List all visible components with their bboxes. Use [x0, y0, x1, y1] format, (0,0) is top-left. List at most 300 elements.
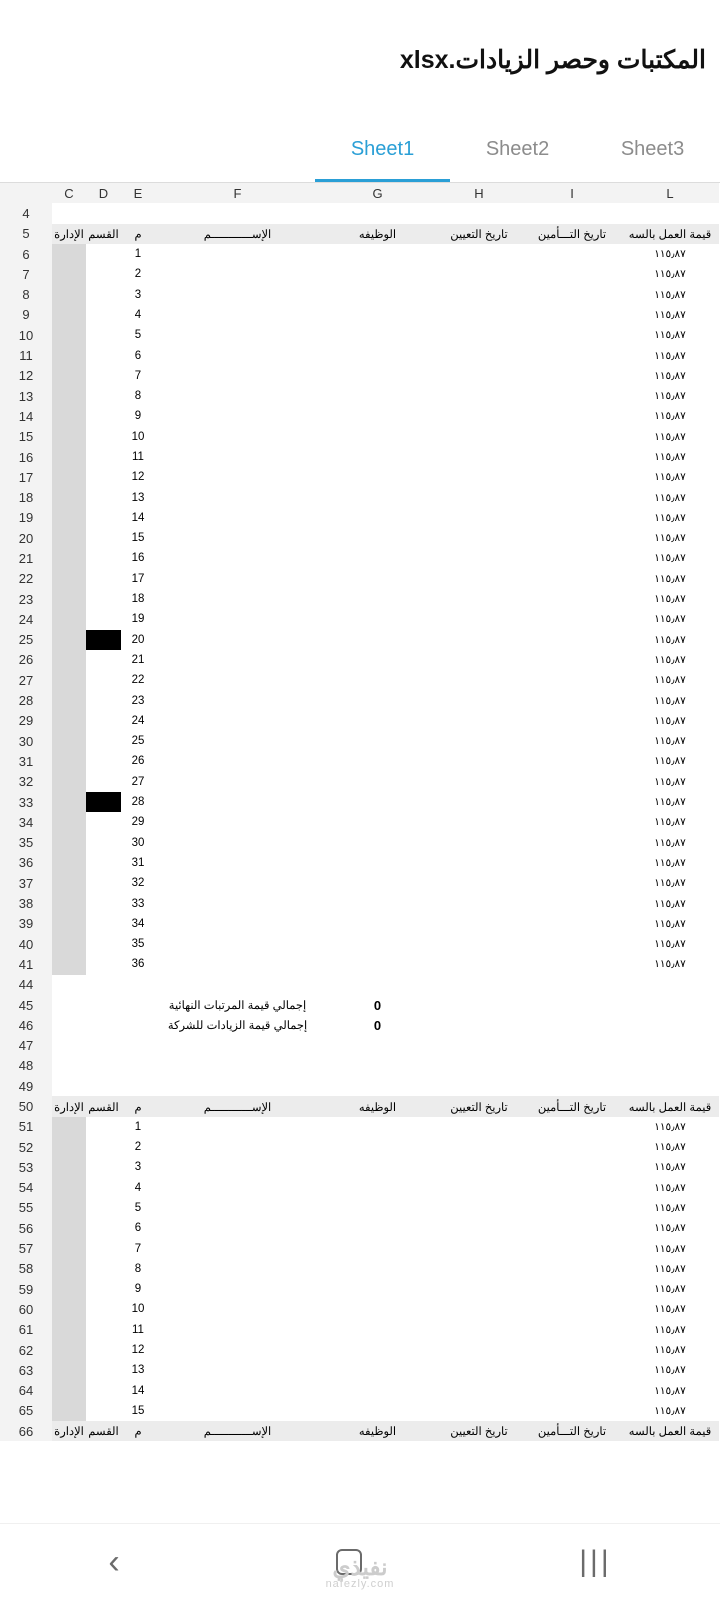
cell-work-value[interactable]: ١١٥٫٨٧	[621, 1299, 719, 1319]
cell-hire-date[interactable]	[435, 711, 523, 731]
row-header[interactable]: 34	[0, 812, 52, 832]
cell-qism[interactable]	[86, 690, 121, 710]
cell-insurance-date[interactable]	[523, 670, 621, 690]
cell-qism[interactable]	[86, 1401, 121, 1421]
header-idara[interactable]: الإدارة	[52, 1421, 86, 1441]
cell-job[interactable]	[320, 1117, 435, 1137]
cell-hire-date[interactable]	[435, 914, 523, 934]
row-header[interactable]: 49	[0, 1076, 52, 1096]
cell-job[interactable]	[320, 934, 435, 954]
cell-job[interactable]	[320, 284, 435, 304]
grid-cell[interactable]	[86, 975, 121, 995]
header-work-value[interactable]: قيمة العمل بالسه	[621, 1096, 719, 1116]
cell-serial[interactable]: 4	[121, 1178, 155, 1198]
cell-job[interactable]	[320, 325, 435, 345]
cell-work-value[interactable]: ١١٥٫٨٧	[621, 812, 719, 832]
cell-qism[interactable]	[86, 325, 121, 345]
cell-work-value[interactable]: ١١٥٫٨٧	[621, 914, 719, 934]
cell-insurance-date[interactable]	[523, 1401, 621, 1421]
cell-serial[interactable]: 5	[121, 1198, 155, 1218]
cell-work-value[interactable]: ١١٥٫٨٧	[621, 1178, 719, 1198]
cell-job[interactable]	[320, 954, 435, 974]
cell-hire-date[interactable]	[435, 447, 523, 467]
header-job[interactable]: الوظيفه	[320, 1096, 435, 1116]
cell-insurance-date[interactable]	[523, 569, 621, 589]
grid-cell[interactable]	[621, 1035, 719, 1055]
grid-cell[interactable]	[121, 203, 155, 223]
cell-name[interactable]	[155, 711, 320, 731]
cell-job[interactable]	[320, 1299, 435, 1319]
cell-insurance-date[interactable]	[523, 853, 621, 873]
cell-work-value[interactable]: ١١٥٫٨٧	[621, 305, 719, 325]
cell-name[interactable]	[155, 569, 320, 589]
cell-job[interactable]	[320, 1340, 435, 1360]
cell-job[interactable]	[320, 487, 435, 507]
cell-serial[interactable]: 9	[121, 1279, 155, 1299]
cell-hire-date[interactable]	[435, 893, 523, 913]
cell-job[interactable]	[320, 345, 435, 365]
row-header[interactable]: 20	[0, 528, 52, 548]
cell-name[interactable]	[155, 1178, 320, 1198]
cell-insurance-date[interactable]	[523, 406, 621, 426]
grid-cell[interactable]	[523, 1035, 621, 1055]
row-header[interactable]: 26	[0, 650, 52, 670]
cell-work-value[interactable]: ١١٥٫٨٧	[621, 630, 719, 650]
cell-hire-date[interactable]	[435, 427, 523, 447]
grid-cell[interactable]	[86, 203, 121, 223]
row-header[interactable]: 29	[0, 711, 52, 731]
cell-idara[interactable]	[52, 630, 86, 650]
cell-name[interactable]	[155, 244, 320, 264]
cell-hire-date[interactable]	[435, 467, 523, 487]
cell-serial[interactable]: 20	[121, 630, 155, 650]
grid-cell[interactable]	[52, 1056, 86, 1076]
cell-qism[interactable]	[86, 812, 121, 832]
grid-cell[interactable]	[52, 995, 86, 1015]
cell-name[interactable]	[155, 609, 320, 629]
cell-qism[interactable]	[86, 427, 121, 447]
cell-name[interactable]	[155, 366, 320, 386]
cell-insurance-date[interactable]	[523, 914, 621, 934]
grid-cell[interactable]	[155, 1035, 320, 1055]
grid-cell[interactable]	[155, 1056, 320, 1076]
cell-serial[interactable]: 27	[121, 772, 155, 792]
cell-job[interactable]	[320, 751, 435, 771]
row-header[interactable]: 6	[0, 244, 52, 264]
cell-qism[interactable]	[86, 731, 121, 751]
cell-job[interactable]	[320, 792, 435, 812]
grid-cell[interactable]	[435, 1076, 523, 1096]
cell-serial[interactable]: 28	[121, 792, 155, 812]
row-header[interactable]: 21	[0, 548, 52, 568]
cell-idara[interactable]	[52, 284, 86, 304]
totals-label[interactable]: إجمالي قيمة المرتبات النهائية	[155, 995, 320, 1015]
cell-idara[interactable]	[52, 1381, 86, 1401]
cell-idara[interactable]	[52, 954, 86, 974]
cell-idara[interactable]	[52, 386, 86, 406]
cell-work-value[interactable]: ١١٥٫٨٧	[621, 1117, 719, 1137]
cell-work-value[interactable]: ١١٥٫٨٧	[621, 467, 719, 487]
cell-serial[interactable]: 14	[121, 1381, 155, 1401]
cell-serial[interactable]: 3	[121, 1157, 155, 1177]
cell-name[interactable]	[155, 873, 320, 893]
cell-work-value[interactable]: ١١٥٫٨٧	[621, 447, 719, 467]
cell-name[interactable]	[155, 467, 320, 487]
cell-insurance-date[interactable]	[523, 284, 621, 304]
row-header[interactable]: 7	[0, 264, 52, 284]
cell-idara[interactable]	[52, 873, 86, 893]
row-header[interactable]: 66	[0, 1421, 52, 1441]
row-header[interactable]: 47	[0, 1035, 52, 1055]
cell-work-value[interactable]: ١١٥٫٨٧	[621, 589, 719, 609]
cell-idara[interactable]	[52, 833, 86, 853]
cell-idara[interactable]	[52, 528, 86, 548]
cell-name[interactable]	[155, 914, 320, 934]
row-header[interactable]: 28	[0, 690, 52, 710]
cell-hire-date[interactable]	[435, 244, 523, 264]
cell-qism[interactable]	[86, 447, 121, 467]
cell-insurance-date[interactable]	[523, 1238, 621, 1258]
cell-serial[interactable]: 33	[121, 893, 155, 913]
cell-serial[interactable]: 10	[121, 427, 155, 447]
cell-work-value[interactable]: ١١٥٫٨٧	[621, 1218, 719, 1238]
grid-cell[interactable]	[52, 1076, 86, 1096]
cell-hire-date[interactable]	[435, 812, 523, 832]
cell-qism[interactable]	[86, 1381, 121, 1401]
grid-cell[interactable]	[52, 203, 86, 223]
cell-idara[interactable]	[52, 853, 86, 873]
cell-work-value[interactable]: ١١٥٫٨٧	[621, 244, 719, 264]
cell-qism[interactable]	[86, 711, 121, 731]
cell-qism[interactable]	[86, 1218, 121, 1238]
cell-work-value[interactable]: ١١٥٫٨٧	[621, 1381, 719, 1401]
grid-cell[interactable]	[155, 203, 320, 223]
cell-insurance-date[interactable]	[523, 1218, 621, 1238]
cell-hire-date[interactable]	[435, 406, 523, 426]
cell-idara[interactable]	[52, 792, 86, 812]
cell-name[interactable]	[155, 487, 320, 507]
cell-qism[interactable]	[86, 548, 121, 568]
cell-idara[interactable]	[52, 711, 86, 731]
cell-qism[interactable]	[86, 751, 121, 771]
cell-job[interactable]	[320, 528, 435, 548]
grid-cell[interactable]	[86, 1056, 121, 1076]
row-header[interactable]: 58	[0, 1259, 52, 1279]
cell-hire-date[interactable]	[435, 1360, 523, 1380]
cell-name[interactable]	[155, 305, 320, 325]
totals-value[interactable]: 0	[320, 1015, 435, 1035]
cell-serial[interactable]: 14	[121, 508, 155, 528]
column-header-d[interactable]: D	[86, 183, 121, 203]
cell-serial[interactable]: 18	[121, 589, 155, 609]
cell-hire-date[interactable]	[435, 1340, 523, 1360]
row-header[interactable]: 37	[0, 873, 52, 893]
cell-name[interactable]	[155, 264, 320, 284]
header-hire-date[interactable]: تاريخ التعيين	[435, 224, 523, 244]
column-header-h[interactable]: H	[435, 183, 523, 203]
cell-hire-date[interactable]	[435, 1381, 523, 1401]
row-header[interactable]: 5	[0, 224, 52, 244]
header-name[interactable]: الإســــــــــــم	[155, 1421, 320, 1441]
cell-qism[interactable]	[86, 386, 121, 406]
grid-table[interactable]	[0, 183, 719, 1441]
grid-cell[interactable]	[121, 1015, 155, 1035]
header-work-value[interactable]: قيمة العمل بالسه	[621, 224, 719, 244]
cell-work-value[interactable]: ١١٥٫٨٧	[621, 609, 719, 629]
grid-cell[interactable]	[523, 1076, 621, 1096]
header-insurance-date[interactable]: تاريخ التـــأمين	[523, 1096, 621, 1116]
cell-insurance-date[interactable]	[523, 244, 621, 264]
cell-name[interactable]	[155, 731, 320, 751]
cell-qism[interactable]	[86, 1360, 121, 1380]
row-header[interactable]: 12	[0, 366, 52, 386]
cell-work-value[interactable]: ١١٥٫٨٧	[621, 1340, 719, 1360]
row-header[interactable]: 13	[0, 386, 52, 406]
cell-idara[interactable]	[52, 670, 86, 690]
cell-insurance-date[interactable]	[523, 812, 621, 832]
cell-work-value[interactable]: ١١٥٫٨٧	[621, 873, 719, 893]
cell-job[interactable]	[320, 853, 435, 873]
cell-serial[interactable]: 2	[121, 1137, 155, 1157]
column-header-i[interactable]: I	[523, 183, 621, 203]
cell-qism[interactable]	[86, 244, 121, 264]
cell-qism[interactable]	[86, 934, 121, 954]
cell-work-value[interactable]: ١١٥٫٨٧	[621, 1279, 719, 1299]
cell-insurance-date[interactable]	[523, 1157, 621, 1177]
cell-serial[interactable]: 35	[121, 934, 155, 954]
cell-hire-date[interactable]	[435, 731, 523, 751]
cell-qism[interactable]	[86, 1157, 121, 1177]
cell-qism[interactable]	[86, 833, 121, 853]
cell-idara[interactable]	[52, 427, 86, 447]
cell-qism[interactable]	[86, 508, 121, 528]
row-header[interactable]: 56	[0, 1218, 52, 1238]
row-header[interactable]: 24	[0, 609, 52, 629]
grid-cell[interactable]	[435, 203, 523, 223]
cell-serial[interactable]: 15	[121, 528, 155, 548]
row-header[interactable]: 27	[0, 670, 52, 690]
row-header[interactable]: 65	[0, 1401, 52, 1421]
grid-cell[interactable]	[523, 203, 621, 223]
cell-work-value[interactable]: ١١٥٫٨٧	[621, 366, 719, 386]
cell-name[interactable]	[155, 427, 320, 447]
cell-hire-date[interactable]	[435, 345, 523, 365]
cell-name[interactable]	[155, 954, 320, 974]
cell-qism[interactable]	[86, 1279, 121, 1299]
cell-serial[interactable]: 19	[121, 609, 155, 629]
cell-name[interactable]	[155, 853, 320, 873]
cell-hire-date[interactable]	[435, 1137, 523, 1157]
cell-work-value[interactable]: ١١٥٫٨٧	[621, 406, 719, 426]
cell-job[interactable]	[320, 548, 435, 568]
cell-name[interactable]	[155, 325, 320, 345]
cell-work-value[interactable]: ١١٥٫٨٧	[621, 751, 719, 771]
cell-qism[interactable]	[86, 1259, 121, 1279]
cell-qism[interactable]	[86, 873, 121, 893]
cell-insurance-date[interactable]	[523, 1299, 621, 1319]
cell-work-value[interactable]: ١١٥٫٨٧	[621, 772, 719, 792]
cell-insurance-date[interactable]	[523, 1340, 621, 1360]
cell-hire-date[interactable]	[435, 772, 523, 792]
row-header[interactable]: 54	[0, 1178, 52, 1198]
cell-qism[interactable]	[86, 1238, 121, 1258]
header-work-value[interactable]: قيمة العمل بالسه	[621, 1421, 719, 1441]
cell-name[interactable]	[155, 833, 320, 853]
cell-serial[interactable]: 13	[121, 487, 155, 507]
cell-job[interactable]	[320, 1218, 435, 1238]
cell-serial[interactable]: 23	[121, 690, 155, 710]
cell-idara[interactable]	[52, 772, 86, 792]
cell-name[interactable]	[155, 1238, 320, 1258]
cell-serial[interactable]: 8	[121, 1259, 155, 1279]
cell-work-value[interactable]: ١١٥٫٨٧	[621, 264, 719, 284]
cell-name[interactable]	[155, 447, 320, 467]
cell-insurance-date[interactable]	[523, 893, 621, 913]
cell-name[interactable]	[155, 812, 320, 832]
cell-name[interactable]	[155, 1117, 320, 1137]
cell-work-value[interactable]: ١١٥٫٨٧	[621, 711, 719, 731]
cell-qism[interactable]	[86, 1117, 121, 1137]
cell-idara[interactable]	[52, 366, 86, 386]
cell-hire-date[interactable]	[435, 325, 523, 345]
cell-insurance-date[interactable]	[523, 792, 621, 812]
cell-hire-date[interactable]	[435, 487, 523, 507]
cell-name[interactable]	[155, 893, 320, 913]
cell-hire-date[interactable]	[435, 1117, 523, 1137]
cell-serial[interactable]: 31	[121, 853, 155, 873]
cell-job[interactable]	[320, 630, 435, 650]
cell-work-value[interactable]: ١١٥٫٨٧	[621, 1137, 719, 1157]
cell-idara[interactable]	[52, 345, 86, 365]
cell-job[interactable]	[320, 650, 435, 670]
cell-serial[interactable]: 1	[121, 1117, 155, 1137]
cell-insurance-date[interactable]	[523, 528, 621, 548]
cell-qism[interactable]	[86, 914, 121, 934]
cell-insurance-date[interactable]	[523, 508, 621, 528]
cell-hire-date[interactable]	[435, 1279, 523, 1299]
grid-cell[interactable]	[52, 1015, 86, 1035]
grid-cell[interactable]	[435, 1035, 523, 1055]
cell-work-value[interactable]: ١١٥٫٨٧	[621, 690, 719, 710]
totals-label[interactable]: إجمالي قيمة الزيادات للشركة	[155, 1015, 320, 1035]
cell-hire-date[interactable]	[435, 264, 523, 284]
cell-serial[interactable]: 36	[121, 954, 155, 974]
cell-work-value[interactable]: ١١٥٫٨٧	[621, 670, 719, 690]
cell-work-value[interactable]: ١١٥٫٨٧	[621, 792, 719, 812]
grid-cell[interactable]	[523, 995, 621, 1015]
cell-serial[interactable]: 1	[121, 244, 155, 264]
cell-hire-date[interactable]	[435, 630, 523, 650]
cell-qism[interactable]	[86, 650, 121, 670]
cell-name[interactable]	[155, 1157, 320, 1177]
header-hire-date[interactable]: تاريخ التعيين	[435, 1421, 523, 1441]
cell-qism[interactable]	[86, 366, 121, 386]
cell-name[interactable]	[155, 1320, 320, 1340]
grid-cell[interactable]	[435, 1056, 523, 1076]
cell-name[interactable]	[155, 751, 320, 771]
cell-idara[interactable]	[52, 487, 86, 507]
header-qism[interactable]: القسم	[86, 1421, 121, 1441]
grid-cell[interactable]	[621, 1015, 719, 1035]
cell-serial[interactable]: 4	[121, 305, 155, 325]
column-header-c[interactable]: C	[52, 183, 86, 203]
cell-insurance-date[interactable]	[523, 264, 621, 284]
cell-insurance-date[interactable]	[523, 467, 621, 487]
cell-idara[interactable]	[52, 1178, 86, 1198]
cell-idara[interactable]	[52, 1299, 86, 1319]
cell-serial[interactable]: 12	[121, 467, 155, 487]
cell-qism[interactable]	[86, 284, 121, 304]
header-serial[interactable]: م	[121, 1096, 155, 1116]
grid-cell[interactable]	[435, 975, 523, 995]
cell-serial[interactable]: 13	[121, 1360, 155, 1380]
cell-job[interactable]	[320, 1360, 435, 1380]
grid-cell[interactable]	[52, 975, 86, 995]
cell-name[interactable]	[155, 386, 320, 406]
cell-insurance-date[interactable]	[523, 650, 621, 670]
row-header[interactable]: 40	[0, 934, 52, 954]
cell-work-value[interactable]: ١١٥٫٨٧	[621, 731, 719, 751]
cell-name[interactable]	[155, 1381, 320, 1401]
cell-serial[interactable]: 12	[121, 1340, 155, 1360]
cell-idara[interactable]	[52, 1340, 86, 1360]
cell-qism[interactable]	[86, 1340, 121, 1360]
cell-idara[interactable]	[52, 1117, 86, 1137]
cell-idara[interactable]	[52, 1198, 86, 1218]
grid-cell[interactable]	[155, 1076, 320, 1096]
cell-name[interactable]	[155, 772, 320, 792]
cell-name[interactable]	[155, 630, 320, 650]
cell-job[interactable]	[320, 589, 435, 609]
header-job[interactable]: الوظيفه	[320, 224, 435, 244]
cell-insurance-date[interactable]	[523, 487, 621, 507]
cell-serial[interactable]: 7	[121, 1238, 155, 1258]
cell-work-value[interactable]: ١١٥٫٨٧	[621, 853, 719, 873]
row-header[interactable]: 32	[0, 772, 52, 792]
row-header[interactable]: 35	[0, 833, 52, 853]
cell-name[interactable]	[155, 650, 320, 670]
cell-idara[interactable]	[52, 1360, 86, 1380]
cell-name[interactable]	[155, 1279, 320, 1299]
cell-insurance-date[interactable]	[523, 1259, 621, 1279]
cell-hire-date[interactable]	[435, 386, 523, 406]
cell-job[interactable]	[320, 893, 435, 913]
row-header[interactable]: 55	[0, 1198, 52, 1218]
cell-qism[interactable]	[86, 589, 121, 609]
cell-insurance-date[interactable]	[523, 1381, 621, 1401]
cell-serial[interactable]: 11	[121, 447, 155, 467]
cell-work-value[interactable]: ١١٥٫٨٧	[621, 427, 719, 447]
cell-hire-date[interactable]	[435, 934, 523, 954]
row-header[interactable]: 41	[0, 954, 52, 974]
cell-hire-date[interactable]	[435, 833, 523, 853]
cell-insurance-date[interactable]	[523, 1360, 621, 1380]
spreadsheet-grid[interactable]	[0, 183, 720, 1523]
cell-insurance-date[interactable]	[523, 305, 621, 325]
cell-name[interactable]	[155, 670, 320, 690]
grid-cell[interactable]	[155, 975, 320, 995]
cell-job[interactable]	[320, 772, 435, 792]
header-qism[interactable]: القسم	[86, 1096, 121, 1116]
cell-serial[interactable]: 29	[121, 812, 155, 832]
cell-job[interactable]	[320, 386, 435, 406]
grid-cell[interactable]	[523, 975, 621, 995]
grid-corner[interactable]	[0, 183, 52, 203]
cell-idara[interactable]	[52, 1238, 86, 1258]
cell-name[interactable]	[155, 1218, 320, 1238]
cell-serial[interactable]: 2	[121, 264, 155, 284]
cell-hire-date[interactable]	[435, 569, 523, 589]
